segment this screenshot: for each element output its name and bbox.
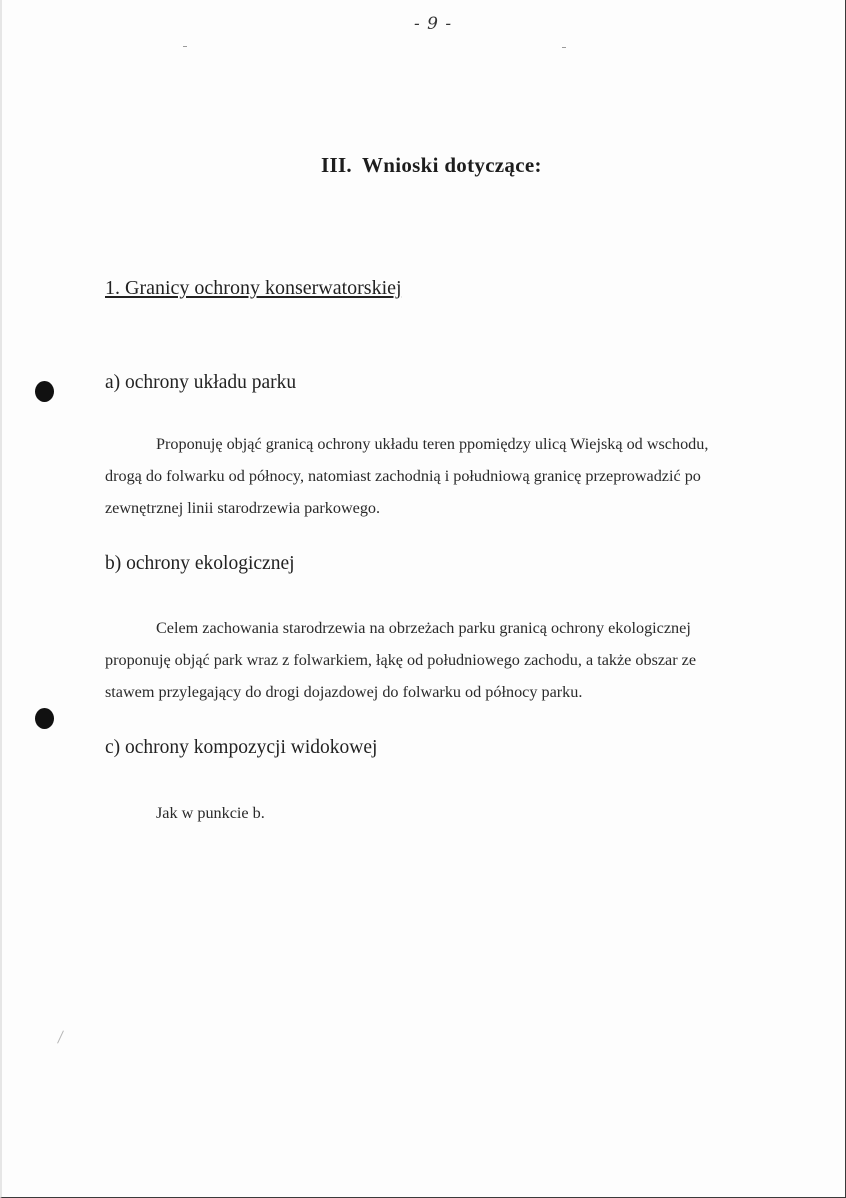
punch-hole-mark <box>35 708 54 729</box>
paragraph-c: Jak w punkcie b. <box>156 804 265 822</box>
scan-mark <box>57 1030 64 1043</box>
paragraph-a: Proponuję objąć granicą ochrony układu teren ppomiędzy ulicą Wiejską od wschodu, drogą do folwarku od północy, natomiast zachodnią i południową granicę przeprowadzić po zewnętrznej linii starodrzewia parkowego. <box>105 435 709 517</box>
punch-hole-mark <box>35 381 54 402</box>
page-number: - 9 - <box>414 14 453 34</box>
subheading: 1. Granicy ochrony konserwatorskiej <box>105 277 402 299</box>
section-heading-number: III. <box>321 153 352 177</box>
section-heading-title: Wnioski dotyczące: <box>361 153 542 177</box>
scan-speck <box>562 47 566 48</box>
section-title-c: c) ochrony kompozycji widokowej <box>105 737 378 758</box>
section-title-a: a) ochrony układu parku <box>105 372 297 393</box>
section-heading <box>321 153 542 178</box>
section-title-b: b) ochrony ekologicznej <box>105 553 295 574</box>
paragraph-b: Celem zachowania starodrzewia na obrzeżach parku granicą ochrony ekologicznej proponuję objąć park wraz z folwarkiem, łąkę od południowego zachodu, a także obszar ze stawem przylegający do drogi dojazdowej do folwarku od północy parku. <box>105 619 697 701</box>
scan-speck <box>183 46 187 47</box>
